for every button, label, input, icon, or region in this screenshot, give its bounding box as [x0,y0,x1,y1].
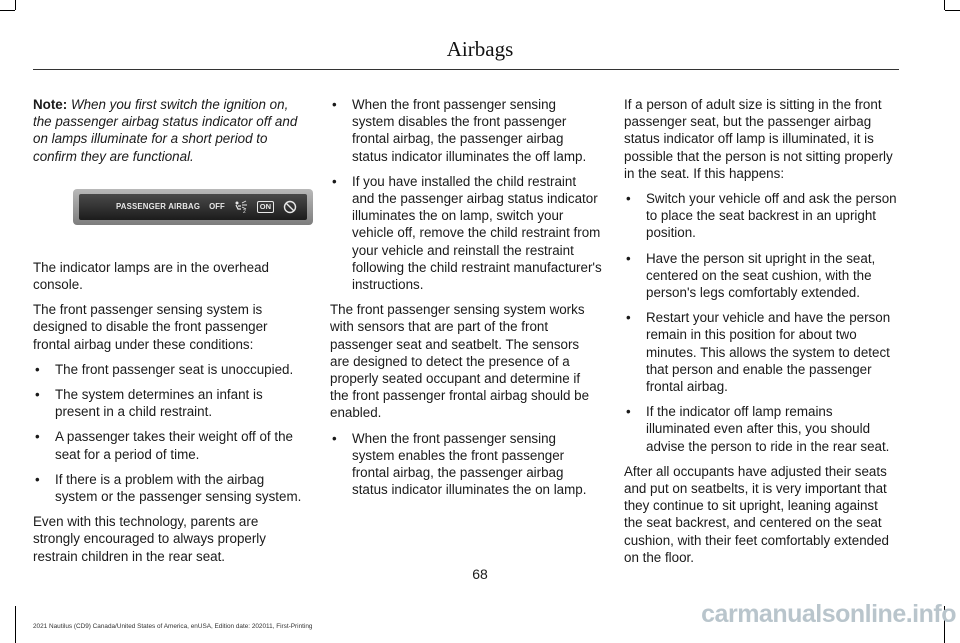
paragraph: The indicator lamps are in the overhead console. [33,259,269,293]
list-item: • A passenger takes their weight off of the seat for a period of time. [33,428,308,462]
paragraph: Even with this technology, parents are strongly encouraged to always properly restrain children in the rear seat. [33,514,266,564]
column-3 [624,96,897,574]
paragraph: After all occupants have adjusted their seats and put on seatbelts, it is very important that they continue to sit upright, leaning against the seat backrest, and centered on the seat cushion, with their feet comfortably extended on the floor. [624,463,889,565]
paragraph: The front passenger sensing system works with sensors that are part of the front passenger seat and seatbelt. The sensors are designed to detect the presence of a properly seated occupant and determine if the front passenger frontal airbag should be enabled. [330,302,590,421]
svg-text:2: 2 [242,208,246,214]
list-item: • Have the person sit upright in the seat, centered on the seat cushion, with the person's legs comfortably extended. [624,250,897,302]
paragraph: If a person of adult size is sitting in the front passenger seat, but the passenger airbag status indicator off lamp is illuminated, it is possible that the person is not sitting properly in the seat. If this happens: [624,97,893,181]
on-label: ON [257,201,274,213]
bullet-list [33,361,308,505]
passenger-airbag-indicator-panel [73,189,313,225]
list-item: • When the front passenger sensing system disables the front passenger frontal airbag, the passenger airbag status indicator illuminates the off lamp. [330,96,602,165]
crop-mark [945,10,960,11]
column-1 [33,96,308,573]
note-label: Note: [33,97,68,112]
airbag-off-icon [234,200,248,214]
paragraph: The front passenger sensing system is designed to disable the front passenger frontal airbag under these conditions: [33,302,268,352]
crop-mark [15,0,16,10]
panel-face [79,194,307,220]
list-item: • If there is a problem with the airbag system or the passenger sensing system. [33,471,308,505]
note-text: When you first switch the ignition on, the passenger airbag status indicator off and on lamps illuminate for a short period to confirm they are functional. [33,97,298,164]
list-item: • If the indicator off lamp remains illuminated even after this, you should advise the person to ride in the rear seat. [624,403,897,455]
list-item: • Restart your vehicle and have the person remain in this position for about two minutes. This allows the system to detect that person and enable the passenger frontal airbag. [624,309,897,395]
header-rule [33,69,899,70]
indicator-panel-figure [33,189,308,233]
list-item: • The front passenger seat is unoccupied. [33,361,308,378]
crop-mark [15,606,16,643]
list-item: • When the front passenger sensing system enables the front passenger frontal airbag, the passenger airbag status indicator illuminates the on lamp. [330,430,602,499]
crop-mark [944,0,945,10]
edition-footer: 2021 Nautilus (CD9) Canada/United States of America, enUSA, Edition date: 202011, First-Printing [33,623,313,630]
note [33,96,308,165]
crop-mark [0,10,15,11]
page-title: Airbags [446,37,514,61]
off-label: OFF [209,202,225,212]
list-item: • Switch your vehicle off and ask the person to place the seat backrest in an upright position. [624,190,897,242]
column-2 [330,96,602,506]
bullet-list [330,96,602,293]
list-item: • The system determines an infant is present in a child restraint. [33,386,308,420]
prohibited-icon [283,200,297,214]
list-item: • If you have installed the child restraint and the passenger airbag status indicator illuminates the on lamp, switch your vehicle off, remove the child restraint from your vehicle and reinstall the restraint following the child restraint manufacturer's instructions. [330,173,602,293]
bullet-list [330,430,602,499]
watermark: carmanualsonline.info [701,600,956,628]
page-number: 68 [472,566,488,582]
panel-label: PASSENGER AIRBAG [115,202,201,212]
bullet-list [624,190,897,455]
